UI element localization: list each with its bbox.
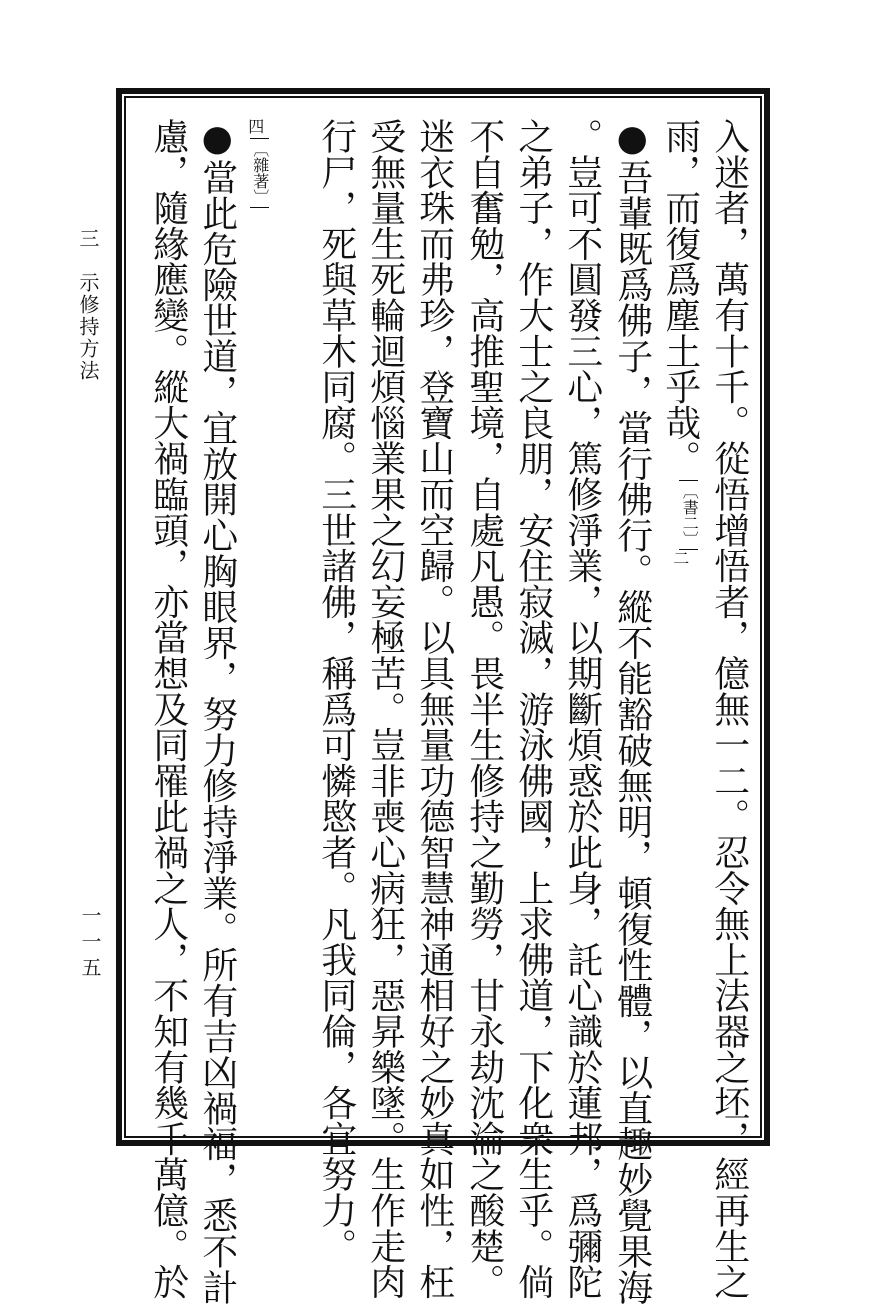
page-number: 一一五 (78, 905, 102, 983)
text-column-2-body: 雨，而復爲塵土乎哉。 (659, 118, 701, 476)
text-column-5: 之弟子，作大士之良朋，安住寂滅，游泳佛國，上求佛道，下化衆生乎。倘 (512, 118, 554, 1300)
section-marker-zazhu (246, 118, 269, 208)
text-column-7: 迷衣珠而弗珍，登寶山而空歸。以具無量功德智慧神通相好之妙真如性，枉 (413, 118, 455, 1300)
source-note-zazhu: 〔雜著〕 (250, 138, 269, 208)
text-column-6: 不自奮勉，高推聖境，自處凡愚。畏半生修持之勤勞，甘永劫沈淪之酸楚。 (463, 118, 505, 1300)
text-column-4: 。豈可不圓發三心，篤修淨業，以期斷煩惑於此身，託心識於蓮邦，爲彌陀 (561, 118, 603, 1300)
text-column-1: 入迷者，萬有十千。從悟增悟者，億無一二。忍令無上法器之坯，經再生之 (708, 118, 750, 1300)
text-column-2 (659, 118, 701, 566)
source-note-shu: 〔書二〕 (679, 480, 698, 550)
section-number-4: 四 (245, 118, 265, 134)
text-column-10: ●當此危險世道，宜放開心胸眼界，努力修持淨業。所有吉凶禍福，悉不計 (196, 118, 238, 1305)
text-column-9: 行尸，死與草木同腐。三世諸佛，稱爲可憐愍者。凡我同倫，各宜努力。 (315, 118, 357, 1264)
running-head: 三 示修持方法 (76, 228, 100, 382)
section-number-2: 二 (670, 550, 690, 566)
text-column-11: 慮，隨緣應變。縱大禍臨頭，亦當想及同罹此禍之人，不知有幾千萬億。於 (147, 118, 189, 1300)
text-column-8: 受無量生死輪迴煩惱業果之幻妄極苦。豈非喪心病狂，惡昇樂墜。生作走肉 (364, 118, 406, 1300)
text-column-3: ●吾輩既爲佛子，當行佛行。縱不能豁破無明，頓復性體，以直趣妙覺果海 (611, 118, 653, 1305)
